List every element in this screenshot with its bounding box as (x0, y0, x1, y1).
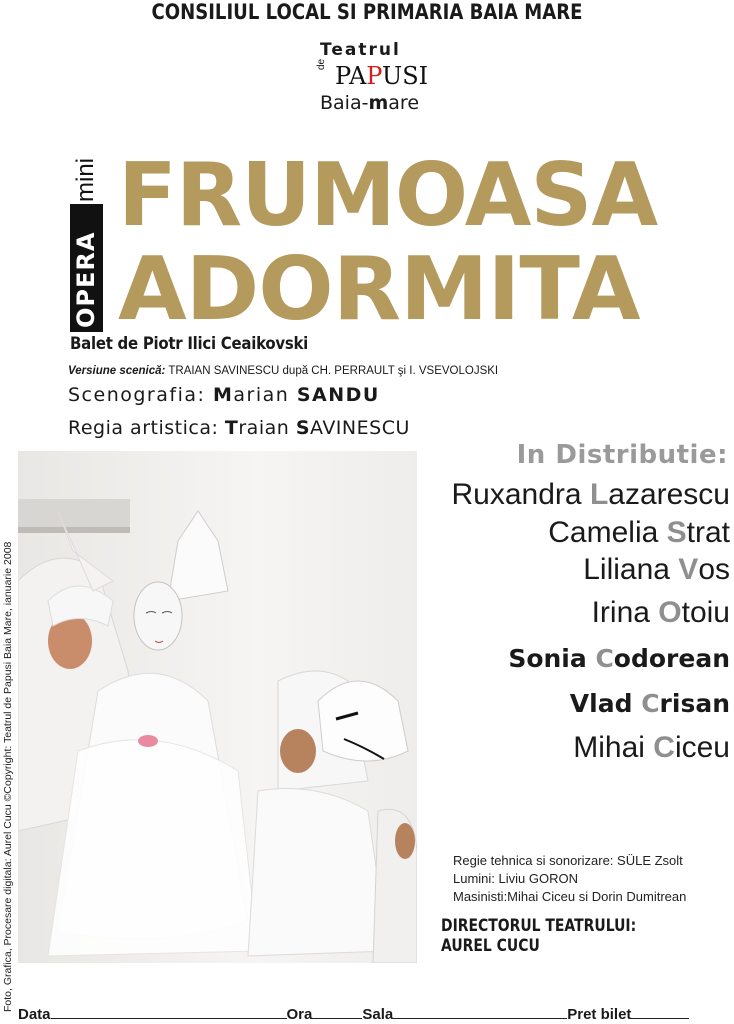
technical-credits (453, 852, 686, 906)
scenography-first-initial: M (212, 384, 234, 406)
direction-first-initial: T (224, 417, 239, 439)
logo-baia: Baia- (320, 92, 369, 114)
cast-initial: C (595, 644, 614, 673)
scenography-last-initial: S (296, 384, 313, 406)
cast-first-name: Mihai (573, 731, 654, 764)
scenography-label: Scenografia: (68, 384, 213, 406)
ticket-fields (18, 1004, 689, 1023)
direction-last-initial: S (295, 417, 311, 439)
cast-surname-rest: risan (659, 689, 730, 718)
logo-pa: PA (335, 62, 367, 90)
cast-member (583, 553, 730, 587)
cast-initial: O (658, 596, 682, 629)
cast-member (573, 731, 730, 765)
footer-hall-label: Sala (362, 1006, 394, 1023)
version-label: Versiune scenică: (68, 365, 166, 377)
cast-first-name: Sonia (508, 644, 596, 673)
direction-first-rest: raian (238, 417, 296, 439)
logo-line-baia-mare (320, 92, 419, 114)
price-blank-line (631, 1004, 689, 1019)
cast-member (452, 478, 730, 512)
tech-line-sound: Regie tehnica si sonorizare: SÜLE Zsolt (453, 853, 683, 868)
cast-surname-rest: trat (686, 516, 730, 549)
cast-member (548, 516, 730, 550)
scenography-last-rest: ANDU (312, 384, 380, 406)
performance-photo (18, 451, 417, 963)
direction-label: Regia artistica: (68, 417, 225, 439)
logo-m: m (368, 92, 389, 114)
cast-initial: V (678, 553, 699, 586)
cast-first-name: Vlad (569, 689, 642, 718)
cast-first-name: Ruxandra (451, 478, 590, 511)
cast-first-name: Camelia (548, 516, 667, 549)
direction-credit (68, 417, 410, 439)
cast-first-name: Irina (591, 596, 659, 629)
cast-initial: S (666, 516, 687, 549)
theatre-logo (300, 40, 450, 120)
scenography-first-rest: arian (233, 384, 297, 406)
logo-p-red: P (366, 62, 383, 90)
opera-text: OPERA (72, 231, 100, 328)
cast-surname-rest: odorean (613, 644, 730, 673)
hall-blank-line (393, 1004, 567, 1019)
cast-member (592, 596, 730, 630)
cast-initial: L (589, 478, 609, 511)
cast-surname-rest: iceu (674, 731, 730, 764)
logo-line-papusi (335, 62, 428, 90)
cast-first-name: Liliana (583, 553, 679, 586)
puppet-photo-illustration (18, 451, 417, 963)
scenography-credit (68, 384, 380, 406)
cast-member (570, 689, 730, 718)
title-line-1: FRUMOASA (118, 144, 658, 246)
logo-line-teatrul: Teatrul (320, 40, 401, 60)
tech-line-lights: Lumini: Liviu GORON (453, 871, 578, 886)
footer-date-label: Data (18, 1006, 51, 1023)
cast-surname-rest: azarescu (608, 478, 730, 511)
footer-time-label: Ora (286, 1006, 313, 1023)
logo-de: de (316, 58, 327, 70)
cast-surname-rest: os (698, 553, 730, 586)
title-line-2: ADORMITA (118, 238, 640, 340)
ballet-subtitle: Balet de Piotr Ilici Ceaikovski (70, 334, 309, 354)
logo-usi: USI (382, 62, 429, 90)
organization-header: CONSILIUL LOCAL SI PRIMARIA BAIA MARE (151, 0, 583, 24)
distribution-title: In Distributie: (516, 440, 728, 470)
version-text: TRAIAN SAVINESCU după CH. PERRAULT şi I. VSEVOLOJSKI (165, 365, 499, 377)
cast-initial: C (641, 689, 660, 718)
time-blank-line (312, 1004, 362, 1019)
direction-last-rest: AVINESCU (310, 417, 410, 439)
logo-are: are (388, 92, 420, 114)
cast-initial: C (653, 731, 675, 764)
cast-surname-rest: toiu (681, 596, 730, 629)
date-blank-line (51, 1004, 287, 1019)
mini-text: mini (72, 157, 99, 202)
opera-mini-label (70, 150, 103, 332)
cast-member (508, 644, 730, 673)
tech-line-stagehands: Masinisti:Mihai Ciceu si Dorin Dumitrean (453, 889, 687, 904)
footer-price-label: Pret bilet (567, 1006, 632, 1023)
version-credit (68, 365, 498, 377)
theatre-director: DIRECTORUL TEATRULUI: AUREL CUCU (441, 916, 637, 956)
photo-copyright-caption: Foto, Grafica, Procesare digitala: Aurel Cucu ©Copyright: Teatrul de Papusi Baia Mare, ianuarie 2008 (2, 541, 14, 1012)
